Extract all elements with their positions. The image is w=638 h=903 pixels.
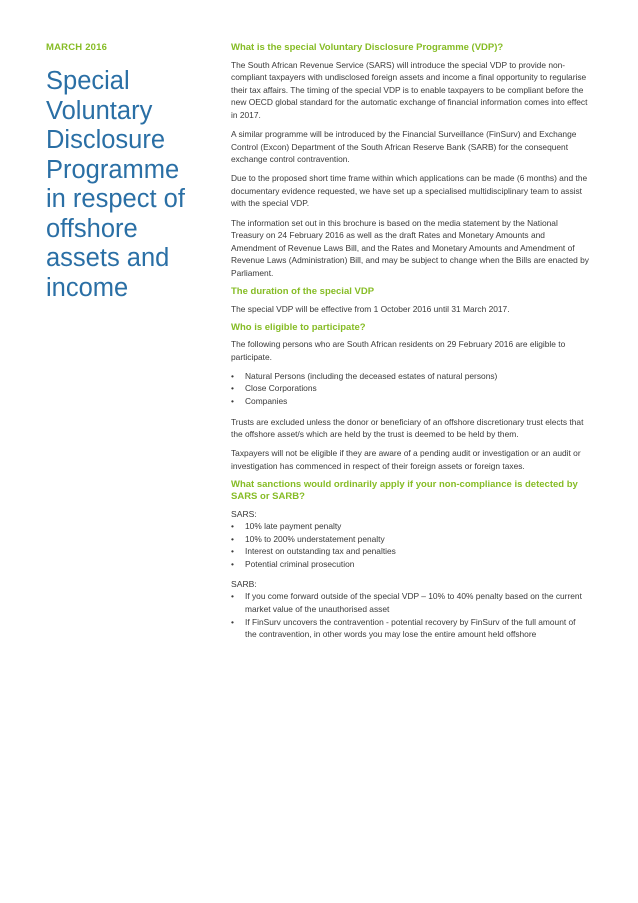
section-intro bbox=[231, 42, 589, 280]
sars-label: SARS: bbox=[231, 508, 257, 519]
list-item: • Potential criminal prosecution bbox=[231, 558, 589, 571]
list-item: • Companies bbox=[231, 395, 589, 408]
title-line: Disclosure bbox=[46, 126, 166, 154]
title-line: Voluntary bbox=[46, 96, 153, 125]
list-item: • 10% late payment penalty bbox=[231, 520, 589, 533]
paragraph: The special VDP will be effective from 1 October 2016 until 31 March 2017. bbox=[231, 303, 510, 314]
sarb-label: SARB: bbox=[231, 579, 257, 590]
paragraph: The following persons who are South African residents on 29 February 2016 are eligible to participate. bbox=[231, 339, 566, 362]
section-heading: Who is eligible to participate? bbox=[231, 321, 366, 333]
list-item: • If FinSurv uncovers the contravention - potential recovery by FinSurv of the full amount of the contravention, in other words you may lose the entire amount held offshore bbox=[231, 616, 589, 641]
section-heading: What is the special Voluntary Disclosure Programme (VDP)? bbox=[231, 42, 504, 53]
title-line: offshore bbox=[46, 214, 138, 243]
paragraph: The information set out in this brochure is based on the media statement by the National Treasury on 24 February 2016 as well as the draft Rates and Monetary Amounts and Amendment of Revenue Laws Bill, and the Rates and Monetary Amounts and Amendment of Revenue Laws (Administration) Bill, and may be subject to change when the Bills are enacted by Parliament. bbox=[231, 217, 589, 278]
list-item: • Interest on outstanding tax and penalties bbox=[231, 545, 589, 558]
title-line: income bbox=[46, 273, 129, 302]
sars-sanctions-list bbox=[231, 520, 589, 570]
paragraph: A similar programme will be introduced by the Financial Surveillance (FinSurv) and Exchange Control (Excon) Department of the South African Reserve Bank (SARB) for the consequent exchange control contravention. bbox=[231, 128, 577, 165]
publication-date: MARCH 2016 bbox=[46, 42, 108, 53]
list-item: • 10% to 200% understatement penalty bbox=[231, 533, 589, 546]
paragraph: Due to the proposed short time frame within which applications can be made (6 months) and the documentary evidence requested, we have set up a specialised multidisciplinary team to assist with the special VDP. bbox=[231, 173, 588, 209]
list-item: • Natural Persons (including the deceased estates of natural persons) bbox=[231, 370, 589, 383]
sidebar bbox=[46, 42, 206, 303]
paragraph: Taxpayers will not be eligible if they are aware of a pending audit or investigation or an audit or investigation has commenced in respect of their foreign assets or foreign taxes. bbox=[231, 448, 581, 471]
page-title bbox=[46, 67, 206, 303]
sarb-sanctions-list bbox=[231, 590, 589, 640]
paragraph: The South African Revenue Service (SARS) will introduce the special VDP to provide non-compliant taxpayers with undisclosed foreign assets and income a final opportunity to regularise their tax affairs. The timing of the special VDP is to enable taxpayers to be compliant before the new OECD global standard for the automatic exchange of financial information comes into effect in 2017. bbox=[231, 59, 588, 120]
section-sanctions bbox=[231, 479, 589, 641]
section-duration bbox=[231, 286, 589, 315]
section-heading: What sanctions would ordinarily apply if your non-compliance is detected by SARS or SARB? bbox=[231, 478, 578, 503]
list-item: • If you come forward outside of the special VDP – 10% to 40% penalty based on the current market value of the unauthorised asset bbox=[231, 590, 589, 615]
title-line: in respect of bbox=[46, 185, 185, 213]
eligible-list bbox=[231, 370, 589, 408]
list-item: • Close Corporations bbox=[231, 382, 589, 395]
section-heading: The duration of the special VDP bbox=[231, 286, 375, 297]
title-line: Programme bbox=[46, 155, 180, 184]
main-content bbox=[231, 42, 589, 649]
title-line: assets and bbox=[46, 244, 170, 272]
paragraph: Trusts are excluded unless the donor or beneficiary of an offshore discretionary trust elects that the offshore asset/s which are held by the trust is deemed to be held by them. bbox=[231, 416, 584, 440]
title-line: Special bbox=[46, 67, 130, 95]
section-eligibility bbox=[231, 322, 589, 473]
